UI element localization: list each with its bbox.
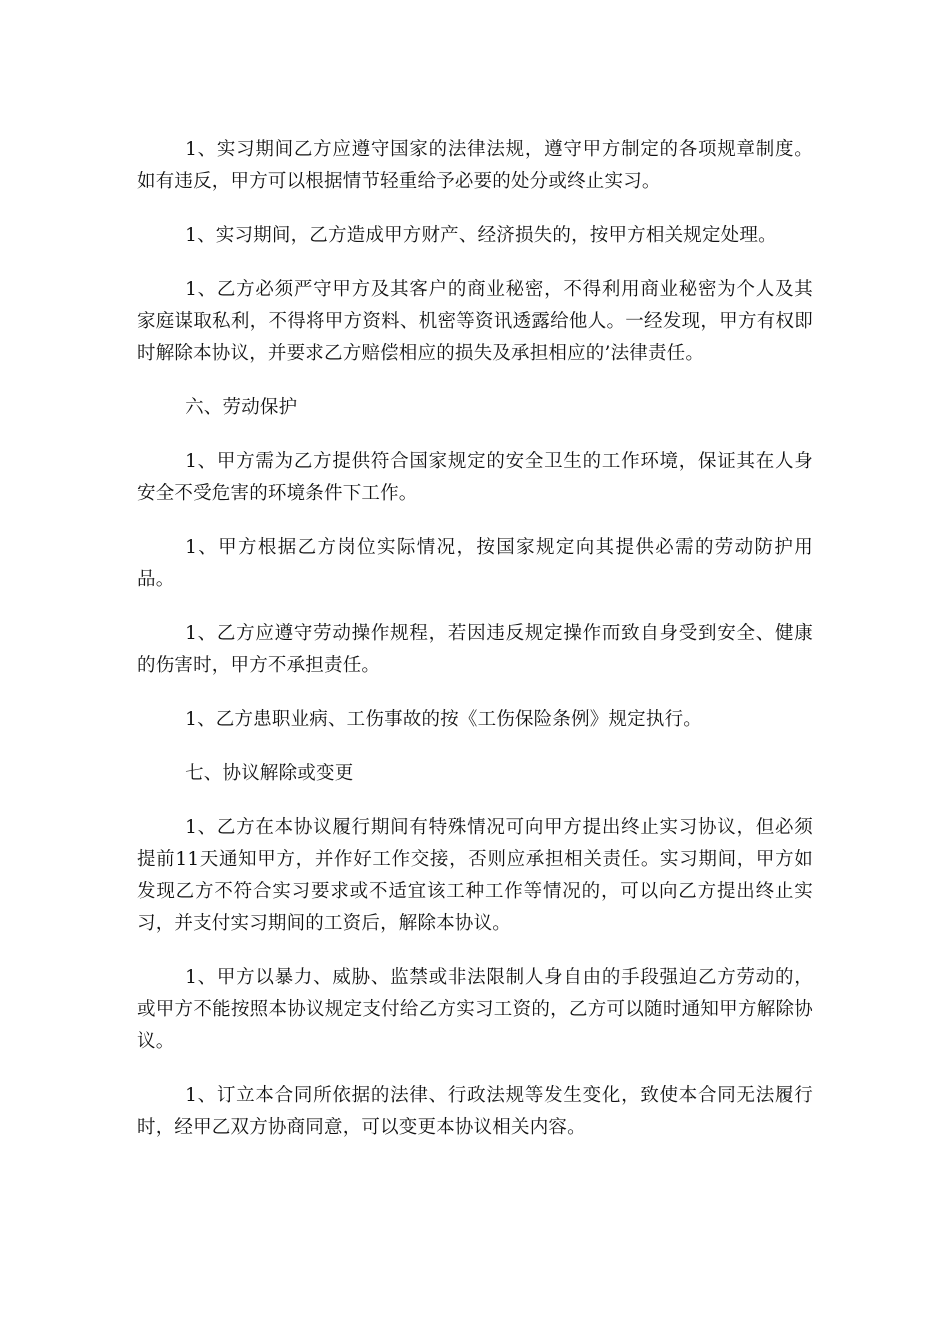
clause-paragraph: 1、实习期间乙方应遵守国家的法律法规，遵守甲方制定的各项规章制度。如有违反，甲方可以根据情节轻重给予必要的处分或终止实习。 <box>137 139 813 192</box>
document-body <box>137 134 813 1166</box>
clause-paragraph: 1、乙方应遵守劳动操作规程，若因违反规定操作而致自身受到安全、健康的伤害时，甲方不承担责任。 <box>137 623 813 676</box>
clause-paragraph: 1、实习期间，乙方造成甲方财产、经济损失的，按甲方相关规定处理。 <box>185 225 777 246</box>
section-heading-labor-protection: 六、劳动保护 <box>185 397 298 418</box>
clause-paragraph: 1、甲方根据乙方岗位实际情况，按国家规定向其提供必需的劳动防护用品。 <box>137 537 813 590</box>
section-heading-termination: 七、协议解除或变更 <box>185 763 354 784</box>
clause-paragraph: 1、乙方必须严守甲方及其客户的商业秘密，不得利用商业秘密为个人及其家庭谋取私利，不得将甲方资料、机密等资讯透露给他人。一经发现，甲方有权即时解除本协议，并要求乙方赔偿相应的损失及承担相应的’法律责任。 <box>137 279 813 364</box>
clause-paragraph: 1、订立本合同所依据的法律、行政法规等发生变化，致使本合同无法履行时，经甲乙双方协商同意，可以变更本协议相关内容。 <box>137 1085 813 1138</box>
clause-paragraph: 1、甲方需为乙方提供符合国家规定的安全卫生的工作环境，保证其在人身安全不受危害的环境条件下工作。 <box>137 451 813 504</box>
clause-paragraph: 1、甲方以暴力、威胁、监禁或非法限制人身自由的手段强迫乙方劳动的，或甲方不能按照本协议规定支付给乙方实习工资的，乙方可以随时通知甲方解除协议。 <box>137 967 813 1052</box>
clause-paragraph: 1、乙方患职业病、工伤事故的按《工伤保险条例》规定执行。 <box>185 709 702 730</box>
clause-paragraph: 1、乙方在本协议履行期间有特殊情况可向甲方提出终止实习协议，但必须提前11天通知甲方，并作好工作交接，否则应承担相关责任。实习期间，甲方如发现乙方不符合实习要求或不适宜该工种工作等情况的，可以向乙方提出终止实习，并支付实习期间的工资后，解除本协议。 <box>137 817 813 934</box>
